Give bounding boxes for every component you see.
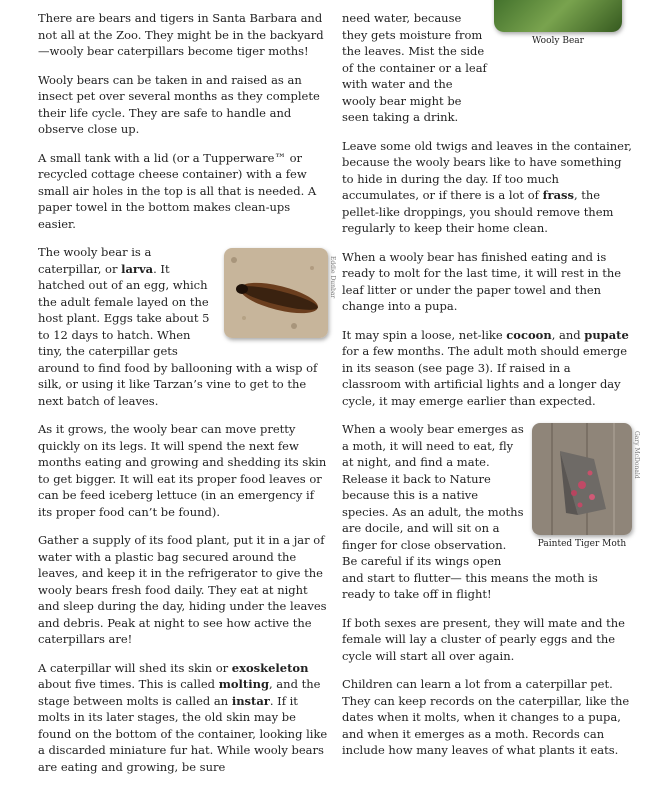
paragraph-intro: There are bears and tigers in Santa Barbara and not all at the Zoo. They might be in the backyard—wooly bear caterpillars become tiger moths! [38,11,324,58]
paragraph-twigs: Leave some old twigs and leaves in the container, because the wooly bears like to have something to hide in during the day. If too much accumulates, or if there is a lot of frass, the pellet-like droppings, you should remove them regularly to keep their home clean. [342,138,632,235]
moth-photo [532,423,632,535]
caterpillar-photo [224,248,328,338]
paragraph-records: Children can learn a lot from a caterpillar pet. They can keep records on the caterpillar, like the dates when it molts, when it changes to a pupa, and when it emerges as a moth. Records can include how many leaves of what plants it eats. [342,677,630,757]
moth-caption: Painted Tiger Moth [537,539,627,549]
paragraph-water: need water, because they gets moisture from the leaves. Mist the side of the container or a leaf with water and the wooly bear might be seen taking a drink. [342,11,487,124]
paragraph-growth: As it grows, the wooly bear can move pretty quickly on its legs. It will spend the next few months eating and growing and shedding its skin to get bigger. It will eat its proper food leaves or can be feed iceberg lettuce (in an emergency if its proper food can’t be found). [38,422,327,519]
paragraph-pupa: When a wooly bear has finished eating and is ready to molt for the last time, it will rest in the leaf litter or under the paper towel and then change into a pupa. [342,249,622,313]
caterpillar-photo-credit: Eddie Dunbar [329,256,336,299]
paragraph-container: A small tank with a lid (or a Tupperware™ or recycled cottage cheese container) with a few small air holes in the top is all that is needed. A paper towel in the bottom makes clean-ups easier. [38,150,317,231]
moth-figure [532,423,640,550]
paragraph-cocoon: It may spin a loose, net-like cocoon, and pupate for a few months. The adult moth should emerge in its season (see page 3). If raised in a classroom with artificial lights and a longer day cycle, it may emerge earlier than expected. [342,327,629,408]
caterpillar-image [224,248,328,338]
paragraph-larva: The wooly bear is a caterpillar, or larva. It hatched out of an egg, which the adult female layed on the host plant. Eggs take about 5 to 12 days to hatch. When tiny, the caterpillar gets around to find food by ballooning with a wisp of silk, or using it like Tarzan’s vine to get to the next batch of leaves. [38,245,318,408]
wooly-bear-top-photo [494,0,622,32]
caterpillar-figure [224,248,336,338]
wooly-bear-caption: Wooly Bear [532,36,584,46]
paragraph-food: Gather a supply of its food plant, put it in a jar of water with a plastic bag secured around the leaves, and keep it in the refrigerator to give the wooly bears fresh food daily. They eat at night and sleep during the day, hiding under the leaves and debris. Peak at night to see how active the caterpillars are! [38,533,327,646]
paragraph-molting: A caterpillar will shed its skin or exoskeleton about five times. This is called molting, and the stage between molts is called an instar. If it molts in its later stages, the old skin may be found on the bottom of the container, looking like a discarded miniature fur hat. While wooly bears are eating and growing, be sure [38,660,328,774]
paragraph-life-cycle: Wooly bears can be taken in and raised as an insect pet over several months as they complete their life cycle. They are safe to handle and observe close up. [38,72,320,136]
left-column [38,0,336,787]
paragraph-mating: If both sexes are present, they will mate and the female will lay a cluster of pearly eggs and the cycle will start all over again. [342,615,625,663]
paragraph-moth: When a wooly bear emerges as a moth, it will need to eat, fly at night, and find a mate. Release it back to Nature because this is a native species. As an adult, the moths are docile, and will sit on a finger for close observation. Be careful if its wings open and start to flutter— this means the moth is ready to take off in flight! [342,422,598,601]
moth-image [532,423,632,535]
right-column [342,0,640,771]
wooly-bear-top-figure [494,0,622,47]
moth-photo-credit: Gary McDonald [633,431,640,479]
